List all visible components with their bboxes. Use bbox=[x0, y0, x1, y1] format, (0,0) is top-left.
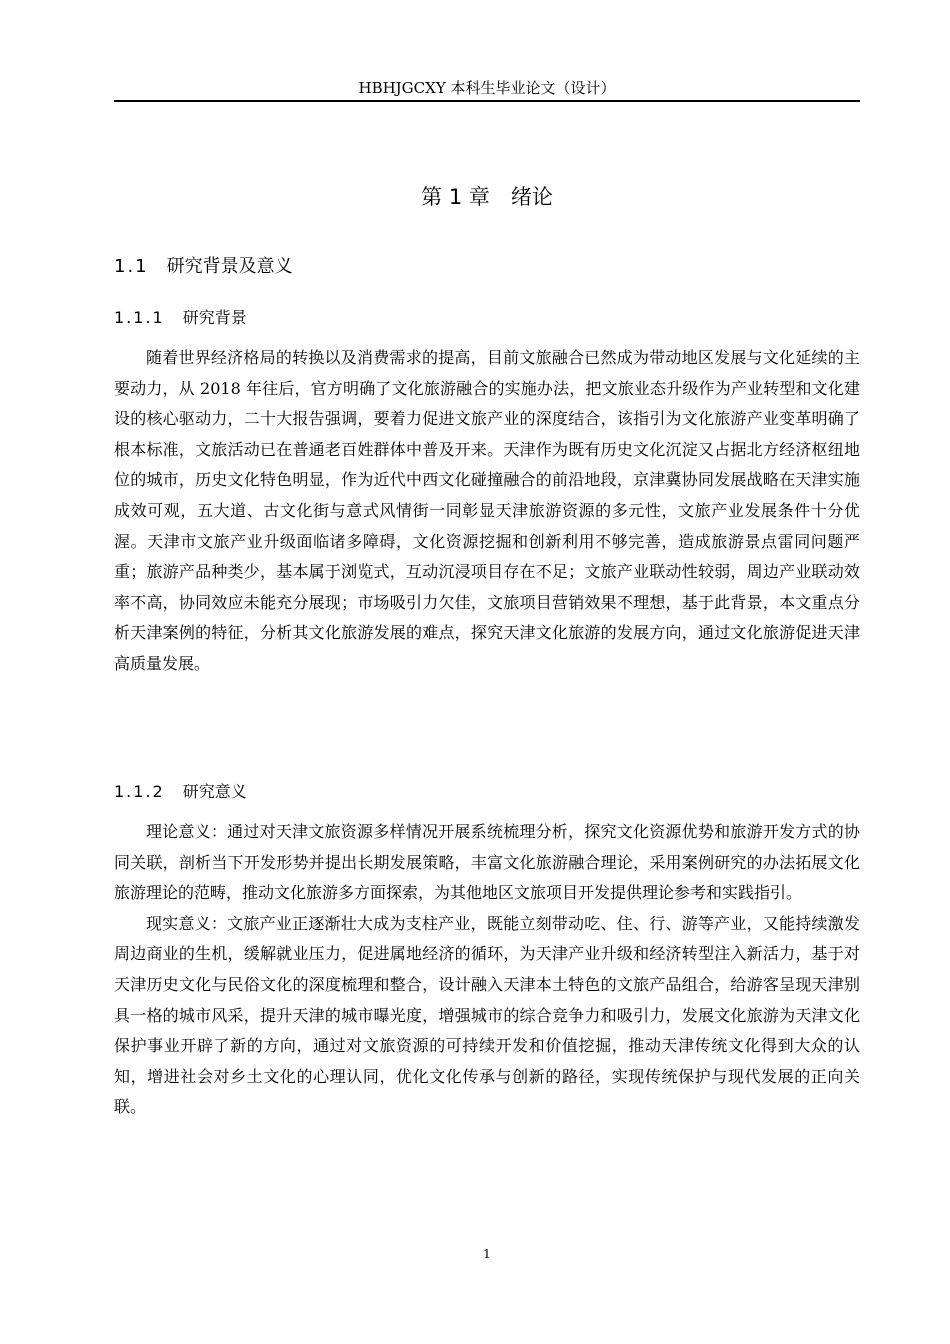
paragraph: 随着世界经济格局的转换以及消费需求的提高，目前文旅融合已然成为带动地区发展与文化延续的主要动力，从 2018 年往后，官方明确了文化旅游融合的实施办法，把文旅业态升级作为产业转型和文化建设的核心驱动力，二十大报告强调，要着力促进文旅产业的深度结合，该指引为文化旅游产业变革明确了根本标准，文旅活动已在普通老百姓群体中普及开来。天津作为既有历史文化沉淀又占据北方经济枢纽地位的城市，历史文化特色明显，作为近代中西文化碰撞融合的前沿地段，京津冀协同发展战略在天津实施成效可观，五大道、古文化街与意式风情街一同彰显天津旅游资源的多元性，文旅产业发展条件十分优渥。天津市文旅产业升级面临诸多障碍，文化资源挖掘和创新利用不够完善，造成旅游景点雷同问题严重；旅游产品种类少，基本属于浏览式，互动沉浸项目存在不足；文旅产业联动性较弱，周边产业联动效率不高，协同效应未能充分展现；市场吸引力欠佳，文旅项目营销效果不理想，基于此背景，本文重点分析天津案例的特征，分析其文化旅游发展的难点，探究天津文化旅游的发展方向，通过文化旅游促进天津高质量发展。 bbox=[114, 348, 860, 673]
section-number: 1.1.1 bbox=[114, 308, 165, 327]
header-rule bbox=[114, 100, 860, 102]
section-number: 1.1 bbox=[114, 256, 149, 277]
section-heading-1-1-1 bbox=[114, 305, 247, 331]
chapter-title: 第 1 章 绪论 bbox=[421, 185, 553, 209]
paragraph: 理论意义：通过对天津文旅资源多样情况开展系统梳理分析，探究文化资源优势和旅游开发方式的协同关联，剖析当下开发形势并提出长期发展策略，丰富文化旅游融合理论，采用案例研究的办法拓展文化旅游理论的范畴，推动文化旅游多方面探索，为其他地区文旅项目开发提供理论参考和实践指引。 bbox=[114, 822, 860, 903]
section-number: 1.1.2 bbox=[114, 782, 165, 801]
paragraph: 现实意义：文旅产业正逐渐壮大成为支柱产业，既能立刻带动吃、住、行、游等产业，又能持续激发周边商业的生机，缓解就业压力，促进属地经济的循环，为天津产业升级和经济转型注入新活力，基于对天津历史文化与民俗文化的深度梳理和整合，设计融入天津本土特色的文旅产品组合，给游客呈现天津别具一格的城市风采，提升天津的城市曝光度，增强城市的综合竞争力和吸引力，发展文化旅游为天津文化保护事业开辟了新的方向，通过对文旅资源的可持续开发和价值挖掘，推动天津传统文化得到大众的认知，增进社会对乡土文化的心理认同，优化文化传承与创新的路径，实现传统保护与现代发展的正向关联。 bbox=[114, 913, 860, 1117]
page-header: HBHJGCXY 本科生毕业论文（设计） bbox=[358, 79, 616, 97]
page-number: 1 bbox=[483, 1247, 491, 1261]
section-title: 研究背景 bbox=[182, 308, 247, 327]
section-heading-1-1-2 bbox=[114, 779, 247, 805]
significance-body bbox=[114, 817, 860, 1123]
section-title: 研究意义 bbox=[182, 782, 247, 801]
background-body bbox=[114, 343, 860, 680]
section-heading-1-1 bbox=[114, 253, 293, 281]
section-title: 研究背景及意义 bbox=[166, 256, 293, 277]
